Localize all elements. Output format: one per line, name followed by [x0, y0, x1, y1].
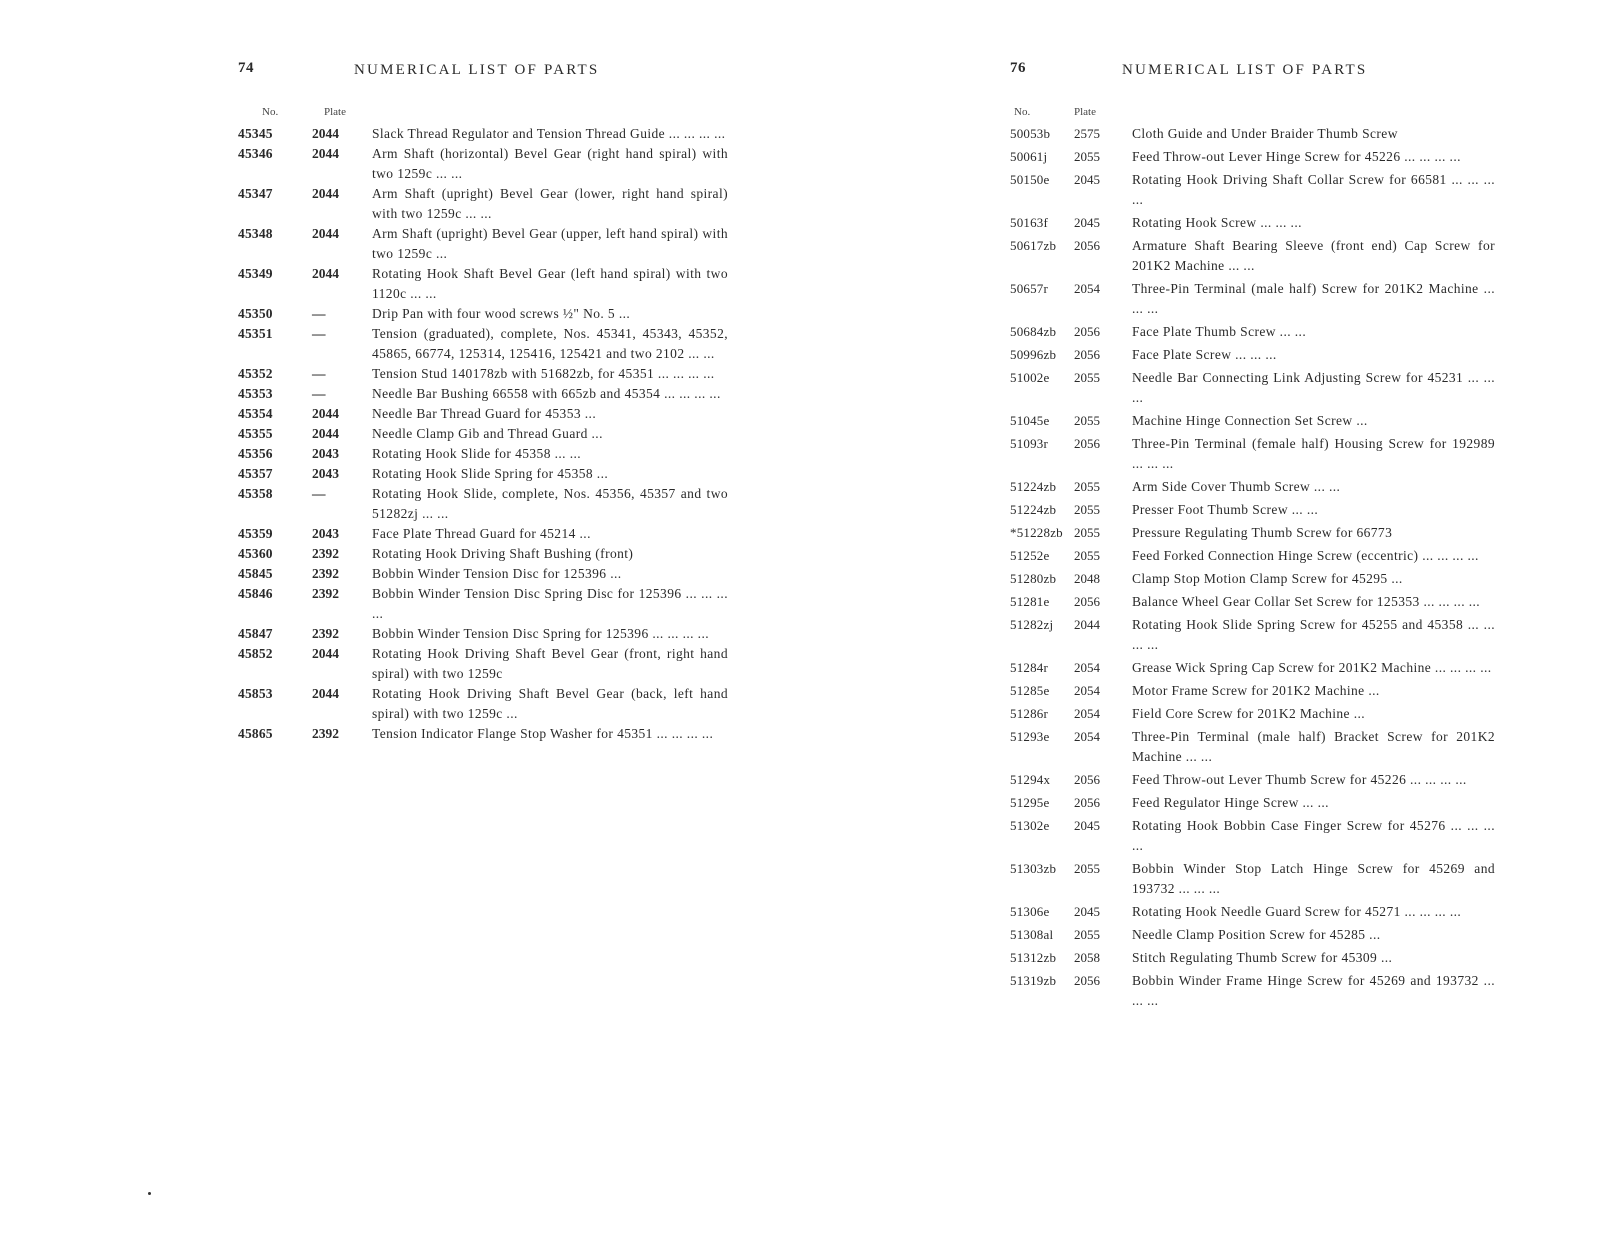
part-number: 51282zj: [1010, 617, 1054, 632]
part-number: 45352: [238, 366, 273, 381]
parts-row: [238, 644, 728, 684]
part-number: 51280zb: [1010, 571, 1057, 586]
plate-number: 2044: [312, 646, 339, 661]
part-description: Needle Clamp Position Screw for 45285 ...: [1132, 927, 1381, 942]
parts-row: [238, 584, 728, 624]
parts-list: [238, 124, 728, 744]
column-headers: [1010, 106, 1495, 120]
parts-row: [1010, 213, 1495, 233]
part-number: 51224zb: [1010, 479, 1057, 494]
parts-row: [1010, 971, 1495, 1011]
part-number: 45345: [238, 126, 273, 141]
parts-row: [1010, 368, 1495, 408]
part-number: 45350: [238, 306, 273, 321]
part-number: 51281e: [1010, 594, 1050, 609]
parts-row: [1010, 546, 1495, 566]
part-description: Drip Pan with four wood screws ½" No. 5 ...: [372, 306, 631, 321]
part-number: 51286r: [1010, 706, 1049, 721]
plate-number: 2045: [1074, 904, 1100, 919]
parts-row: [1010, 279, 1495, 319]
part-description: Rotating Hook Driving Shaft Bevel Gear (front, right hand spiral) with two 1259c: [372, 646, 728, 681]
part-description: Cloth Guide and Under Braider Thumb Screw: [1132, 126, 1398, 141]
part-description: Face Plate Thread Guard for 45214 ...: [372, 526, 591, 541]
part-number: 45359: [238, 526, 273, 541]
plate-number: 2056: [1074, 324, 1100, 339]
part-number: 45846: [238, 586, 273, 601]
part-number: 45847: [238, 626, 273, 641]
part-number: 45353: [238, 386, 273, 401]
part-number: 51303zb: [1010, 861, 1057, 876]
part-number: 51306e: [1010, 904, 1050, 919]
part-description: Rotating Hook Slide Spring Screw for 45255 and 45358 ... ... ... ...: [1132, 617, 1495, 652]
plate-number: 2392: [312, 566, 339, 581]
part-description: Armature Shaft Bearing Sleeve (front end) Cap Screw for 201K2 Machine ... ...: [1132, 238, 1495, 273]
right-page-header: [1010, 60, 1495, 84]
part-description: Slack Thread Regulator and Tension Thread Guide ... ... ... ...: [372, 126, 726, 141]
parts-row: [1010, 434, 1495, 474]
part-number: 45845: [238, 566, 273, 581]
part-description: Rotating Hook Driving Shaft Collar Screw for 66581 ... ... ... ...: [1132, 172, 1495, 207]
part-number: 51293e: [1010, 729, 1050, 744]
plate-number: 2044: [312, 266, 339, 281]
plate-number: 2054: [1074, 281, 1100, 296]
part-number: 51045e: [1010, 413, 1050, 428]
part-number: 51294x: [1010, 772, 1051, 787]
parts-row: [1010, 170, 1495, 210]
part-description: Three-Pin Terminal (male half) Bracket Screw for 201K2 Machine ... ...: [1132, 729, 1495, 764]
part-description: Motor Frame Screw for 201K2 Machine ...: [1132, 683, 1380, 698]
running-title: NUMERICAL LIST OF PARTS: [1122, 62, 1368, 78]
part-number: 45853: [238, 686, 273, 701]
part-number: 45360: [238, 546, 273, 561]
plate-number: 2044: [312, 126, 339, 141]
plate-number: —: [312, 486, 326, 501]
part-number: 45356: [238, 446, 273, 461]
parts-row: [238, 724, 728, 744]
part-number: 45347: [238, 186, 273, 201]
part-number: 50163f: [1010, 215, 1049, 230]
plate-number: 2056: [1074, 436, 1100, 451]
part-description: Rotating Hook Needle Guard Screw for 45271 ... ... ... ...: [1132, 904, 1462, 919]
part-description: Balance Wheel Gear Collar Set Screw for 125353 ... ... ... ...: [1132, 594, 1481, 609]
part-description: Tension Stud 140178zb with 51682zb, for 45351 ... ... ... ...: [372, 366, 715, 381]
part-number: 51319zb: [1010, 973, 1057, 988]
parts-row: [1010, 615, 1495, 655]
plate-number: 2045: [1074, 215, 1100, 230]
column-header-plate: Plate: [1074, 106, 1096, 118]
part-description: Face Plate Screw ... ... ...: [1132, 347, 1277, 362]
part-number: *51228zb: [1010, 525, 1063, 540]
part-number: 45349: [238, 266, 273, 281]
plate-number: 2044: [312, 426, 339, 441]
plate-number: 2045: [1074, 172, 1100, 187]
column-headers: [238, 106, 728, 120]
column-header-plate: Plate: [324, 106, 346, 118]
part-description: Rotating Hook Screw ... ... ...: [1132, 215, 1302, 230]
part-number: 51252e: [1010, 548, 1050, 563]
parts-row: [238, 124, 728, 144]
plate-number: 2044: [1074, 617, 1100, 632]
plate-number: 2044: [312, 186, 339, 201]
part-number: 50150e: [1010, 172, 1050, 187]
part-number: 51308al: [1010, 927, 1054, 942]
part-description: Feed Throw-out Lever Thumb Screw for 45226 ... ... ... ...: [1132, 772, 1467, 787]
plate-number: 2044: [312, 686, 339, 701]
plate-number: 2043: [312, 466, 339, 481]
part-description: Bobbin Winder Stop Latch Hinge Screw for 45269 and 193732 ... ... ...: [1132, 861, 1495, 896]
part-number: 45852: [238, 646, 273, 661]
part-description: Rotating Hook Driving Shaft Bevel Gear (back, left hand spiral) with two 1259c ...: [372, 686, 728, 721]
part-number: 45348: [238, 226, 273, 241]
plate-number: 2048: [1074, 571, 1100, 586]
part-number: 50061j: [1010, 149, 1048, 164]
part-number: 50657r: [1010, 281, 1049, 296]
part-number: 50053b: [1010, 126, 1051, 141]
plate-number: 2054: [1074, 706, 1100, 721]
part-description: Needle Bar Thread Guard for 45353 ...: [372, 406, 597, 421]
part-description: Feed Throw-out Lever Hinge Screw for 45226 ... ... ... ...: [1132, 149, 1461, 164]
plate-number: 2055: [1074, 370, 1100, 385]
parts-row: [238, 324, 728, 364]
parts-row: [238, 384, 728, 404]
parts-row: [1010, 147, 1495, 167]
plate-number: 2575: [1074, 126, 1100, 141]
parts-row: [1010, 500, 1495, 520]
part-number: 51302e: [1010, 818, 1050, 833]
plate-number: 2045: [1074, 818, 1100, 833]
plate-number: 2056: [1074, 973, 1100, 988]
plate-number: 2055: [1074, 502, 1100, 517]
part-description: Feed Forked Connection Hinge Screw (eccentric) ... ... ... ...: [1132, 548, 1479, 563]
plate-number: 2055: [1074, 413, 1100, 428]
plate-number: 2056: [1074, 594, 1100, 609]
part-description: Arm Shaft (upright) Bevel Gear (upper, left hand spiral) with two 1259c ...: [372, 226, 728, 261]
part-description: Bobbin Winder Frame Hinge Screw for 45269 and 193732 ... ... ...: [1132, 973, 1495, 1008]
plate-number: —: [312, 386, 326, 401]
part-description: Bobbin Winder Tension Disc Spring for 125396 ... ... ... ...: [372, 626, 709, 641]
parts-row: [238, 144, 728, 184]
part-number: 51312zb: [1010, 950, 1057, 965]
parts-row: [1010, 124, 1495, 144]
part-number: 51284r: [1010, 660, 1049, 675]
plate-number: 2054: [1074, 729, 1100, 744]
parts-row: [1010, 948, 1495, 968]
parts-row: [238, 264, 728, 304]
part-number: 45351: [238, 326, 273, 341]
parts-row: [238, 304, 728, 324]
part-description: Rotating Hook Slide Spring for 45358 ...: [372, 466, 609, 481]
plate-number: 2056: [1074, 238, 1100, 253]
parts-row: [238, 564, 728, 584]
part-number: 51295e: [1010, 795, 1050, 810]
part-description: Arm Shaft (horizontal) Bevel Gear (right hand spiral) with two 1259c ... ...: [372, 146, 728, 181]
plate-number: —: [312, 366, 326, 381]
part-number: 51285e: [1010, 683, 1050, 698]
part-number: 51093r: [1010, 436, 1049, 451]
part-description: Needle Bar Bushing 66558 with 665zb and 45354 ... ... ... ...: [372, 386, 721, 401]
part-description: Face Plate Thumb Screw ... ...: [1132, 324, 1307, 339]
part-number: 45355: [238, 426, 273, 441]
part-description: Bobbin Winder Tension Disc Spring Disc for 125396 ... ... ... ...: [372, 586, 728, 621]
plate-number: 2056: [1074, 795, 1100, 810]
part-description: Arm Side Cover Thumb Screw ... ...: [1132, 479, 1341, 494]
parts-row: [1010, 816, 1495, 856]
plate-number: 2055: [1074, 548, 1100, 563]
plate-number: 2055: [1074, 861, 1100, 876]
part-description: Rotating Hook Slide for 45358 ... ...: [372, 446, 582, 461]
parts-row: [238, 444, 728, 464]
parts-row: [238, 364, 728, 384]
plate-number: 2043: [312, 526, 339, 541]
parts-row: [238, 524, 728, 544]
parts-row: [238, 684, 728, 724]
plate-number: 2044: [312, 406, 339, 421]
part-description: Needle Clamp Gib and Thread Guard ...: [372, 426, 603, 441]
part-number: 45358: [238, 486, 273, 501]
part-description: Rotating Hook Driving Shaft Bushing (front): [372, 546, 634, 561]
plate-number: —: [312, 306, 326, 321]
parts-row: [1010, 658, 1495, 678]
parts-row: [238, 184, 728, 224]
part-description: Tension (graduated), complete, Nos. 45341, 45343, 45352, 45865, 66774, 125314, 125416, 125421 and two 2102 ... ...: [372, 326, 728, 361]
part-description: Needle Bar Connecting Link Adjusting Screw for 45231 ... ... ...: [1132, 370, 1495, 405]
parts-row: [238, 404, 728, 424]
plate-number: 2392: [312, 726, 339, 741]
plate-number: 2056: [1074, 347, 1100, 362]
part-description: Field Core Screw for 201K2 Machine ...: [1132, 706, 1366, 721]
page-number: 76: [1010, 60, 1026, 76]
parts-row: [238, 624, 728, 644]
part-description: Clamp Stop Motion Clamp Screw for 45295 ...: [1132, 571, 1403, 586]
part-description: Rotating Hook Bobbin Case Finger Screw for 45276 ... ... ... ...: [1132, 818, 1495, 853]
plate-number: 2055: [1074, 525, 1100, 540]
plate-number: 2392: [312, 546, 339, 561]
part-description: Bobbin Winder Tension Disc for 125396 ...: [372, 566, 622, 581]
part-description: Presser Foot Thumb Screw ... ...: [1132, 502, 1319, 517]
running-title: NUMERICAL LIST OF PARTS: [354, 62, 600, 78]
parts-row: [1010, 477, 1495, 497]
part-description: Machine Hinge Connection Set Screw ...: [1132, 413, 1368, 428]
parts-row: [238, 484, 728, 524]
plate-number: 2058: [1074, 950, 1100, 965]
part-number: 45354: [238, 406, 273, 421]
plate-number: 2054: [1074, 683, 1100, 698]
parts-row: [1010, 411, 1495, 431]
parts-row: [1010, 925, 1495, 945]
plate-number: 2056: [1074, 772, 1100, 787]
part-description: Tension Indicator Flange Stop Washer for 45351 ... ... ... ...: [372, 726, 714, 741]
parts-row: [1010, 727, 1495, 767]
page-number: 74: [238, 60, 254, 76]
parts-row: [238, 224, 728, 264]
parts-row: [1010, 793, 1495, 813]
parts-row: [1010, 322, 1495, 342]
left-page-header: [238, 60, 728, 84]
plate-number: —: [312, 326, 326, 341]
part-number: 51002e: [1010, 370, 1050, 385]
plate-number: 2055: [1074, 149, 1100, 164]
plate-number: 2054: [1074, 660, 1100, 675]
part-description: Three-Pin Terminal (male half) Screw for 201K2 Machine ... ... ...: [1132, 281, 1495, 316]
part-number: 50996zb: [1010, 347, 1057, 362]
part-number: 50617zb: [1010, 238, 1057, 253]
parts-row: [1010, 859, 1495, 899]
plate-number: 2055: [1074, 927, 1100, 942]
part-number: 45357: [238, 466, 273, 481]
parts-row: [238, 464, 728, 484]
part-description: Arm Shaft (upright) Bevel Gear (lower, right hand spiral) with two 1259c ... ...: [372, 186, 728, 221]
parts-row: [1010, 592, 1495, 612]
plate-number: 2044: [312, 226, 339, 241]
plate-number: 2055: [1074, 479, 1100, 494]
plate-number: 2044: [312, 146, 339, 161]
plate-number: 2392: [312, 626, 339, 641]
part-number: 51224zb: [1010, 502, 1057, 517]
parts-row: [1010, 770, 1495, 790]
part-number: 45346: [238, 146, 273, 161]
parts-row: [1010, 704, 1495, 724]
plate-number: 2043: [312, 446, 339, 461]
parts-row: [1010, 345, 1495, 365]
parts-row: [1010, 681, 1495, 701]
parts-row: [1010, 236, 1495, 276]
column-header-no: No.: [1014, 106, 1031, 118]
parts-row: [1010, 523, 1495, 543]
parts-row: [1010, 902, 1495, 922]
parts-row: [1010, 569, 1495, 589]
parts-row: [238, 424, 728, 444]
part-description: Rotating Hook Slide, complete, Nos. 45356, 45357 and two 51282zj ... ...: [372, 486, 728, 521]
part-number: 45865: [238, 726, 273, 741]
part-description: Stitch Regulating Thumb Screw for 45309 ...: [1132, 950, 1393, 965]
part-description: Feed Regulator Hinge Screw ... ...: [1132, 795, 1329, 810]
column-header-no: No.: [262, 106, 279, 118]
parts-row: [238, 544, 728, 564]
parts-list: [1010, 124, 1495, 1014]
plate-number: 2392: [312, 586, 339, 601]
part-description: Three-Pin Terminal (female half) Housing Screw for 192989 ... ... ...: [1132, 436, 1495, 471]
part-number: 50684zb: [1010, 324, 1057, 339]
part-description: Grease Wick Spring Cap Screw for 201K2 Machine ... ... ... ...: [1132, 660, 1492, 675]
part-description: Rotating Hook Shaft Bevel Gear (left hand spiral) with two 1120c ... ...: [372, 266, 728, 301]
part-description: Pressure Regulating Thumb Screw for 66773: [1132, 525, 1393, 540]
scan-speck: [148, 1192, 151, 1195]
